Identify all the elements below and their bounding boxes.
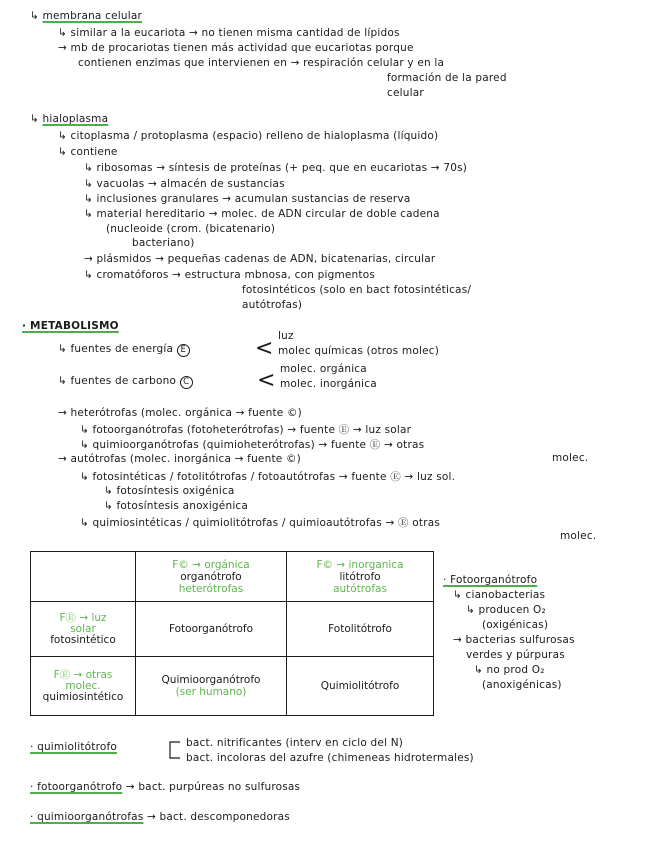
hialoplasma-heading: ↳ hialoplasma [30,113,109,125]
sidenote-line-7: (anoxigénicas) [482,679,562,691]
col2-head: F© → inorganica [316,558,404,571]
table-head-inorganic [287,552,434,602]
carbon-sources [58,375,193,389]
col1-sub: organótrofo [180,570,242,583]
hialo-line-8: bacteriano) [132,237,195,249]
carbon-opt-2: molec. inorgánica [280,378,377,390]
energy-symbol: E [177,344,190,357]
membrana-line-1: ↳ similar a la eucariota → no tienen misma cantidad de lípidos [58,27,400,39]
quimioorg-label: · quimioorganótrofas [30,811,144,823]
meta-line-8: ↳ quimiosintéticas / quimiolitótrofas / quimioautótrofas → Ⓔ otras [80,517,441,529]
hialo-line-7: (nucleoide (crom. (bicatenario) [106,223,276,235]
hialo-line-12: autótrofas) [242,299,303,311]
sidenote-line-4: → bacterias sulfurosas [453,634,575,646]
energy-opt-2: molec químicas (otros molec) [278,345,439,357]
metabolismo-heading-text: · METABOLISMO [22,320,119,332]
col1-green: heterótrofas [178,582,244,595]
energy-opt-1: luz [278,330,294,342]
sidenote-line-6: ↳ no prod O₂ [474,664,545,676]
hialo-line-4: ↳ vacuolas → almacén de sustancias [84,178,285,190]
fotoorg-row [30,781,300,793]
meta-line-7: ↳ fotosíntesis anoxigénica [104,500,249,512]
cell-quimioorganotrofo [136,657,287,716]
classification-table [30,551,434,716]
hialoplasma-heading-text: hialoplasma [42,113,109,125]
meta-line-2: ↳ fotoorganótrofas (fotoheterótrofas) → fuente Ⓔ → luz solar [80,424,412,436]
meta-line-8b: molec. [560,530,597,542]
carbon-symbol: C [180,376,193,389]
membrana-line-2: → mb de procariotas tienen más actividad que eucariotas porque [58,42,414,54]
quimioorg-value: → bact. descomponedoras [147,811,290,823]
fotoorg-value: → bact. purpúreas no sulfurosas [125,781,301,793]
table-corner [31,552,136,602]
quimiolito-label-text: · quimiolitótrofo [30,741,118,753]
fotoorg-label: · fotoorganótrofo [30,781,123,793]
sidenote-line-3: (oxigénicas) [482,619,549,631]
row2-head-a: FⒺ → otras [53,668,113,681]
sidenote-line-5: verdes y púrpuras [466,649,565,661]
quimiolito-b: bact. incoloras del azufre (chimeneas hidrotermales) [186,752,474,764]
carbon-opt-1: molec. orgánica [280,363,367,375]
row2-head-c: quimiosintético [42,690,124,703]
hialo-line-1: ↳ citoplasma / protoplasma (espacio) relleno de hialoplasma (líquido) [58,130,439,142]
sidenote-line-2: ↳ producen O₂ [466,604,546,616]
energy-brace: < [255,336,274,361]
row1-head-c: fotosintético [50,633,116,646]
meta-line-1: → heterótrofas (molec. orgánica → fuente ©) [58,407,302,419]
hialo-line-9: → plásmidos → pequeñas cadenas de ADN, bicatenarias, circular [84,253,436,265]
hialo-line-3: ↳ ribosomas → síntesis de proteínas (+ peq. que en eucariotas → 70s) [84,162,468,174]
row1-head [31,602,136,657]
col2-green: autótrofas [333,582,387,595]
cell-21-text: Quimioorganótrofo [161,674,261,686]
membrana-heading: ↳ membrana celular [30,10,142,22]
row2-head-b: molec. [65,679,101,692]
hialo-line-10: ↳ cromatóforos → estructura mbnosa, con pigmentos [84,269,375,281]
membrana-line-5: celular [387,87,424,99]
membrana-line-4: formación de la pared [387,72,507,84]
cell-fotoorganotrofo: Fotoorganótrofo [136,602,287,657]
membrana-line-3: contienen enzimas que intervienen en → respiración celular y en la [78,57,445,69]
meta-line-4: → autótrofas (molec. inorgánica → fuente ©) [58,453,301,465]
col2-sub: litótrofo [339,570,381,583]
membrana-heading-text: membrana celular [42,10,142,22]
meta-line-6: ↳ fotosíntesis oxigénica [104,485,235,497]
energy-sources [58,343,190,357]
sidenote-line-1: ↳ cianobacterias [453,589,546,601]
cell-21-green: (ser humano) [175,686,247,698]
sidenote-heading-text: · Fotoorganótrofo [443,574,538,586]
metabolismo-heading [22,320,119,332]
quimiolito-a: bact. nitrificantes (interv en ciclo del N) [186,737,404,749]
meta-line-3: ↳ quimioorganótrofas (quimioheterótrofas) → fuente Ⓔ → otras [80,439,425,451]
hialo-line-11: fotosintéticos (solo en bact fotosintéticas/ [242,284,472,296]
meta-line-3b: molec. [552,452,589,464]
carbon-label: ↳ fuentes de carbono [58,375,177,387]
cell-fotolitotrofo: Fotolitótrofo [287,602,434,657]
quimiolito-bracket [166,737,184,763]
row2-head [31,657,136,716]
col1-head: F© → orgánica [172,558,250,571]
table-head-organic [136,552,287,602]
hialo-line-2: ↳ contiene [58,146,118,158]
meta-line-5: ↳ fotosintéticas / fotolitótrofas / fotoautótrofas → fuente Ⓔ → luz sol. [80,471,456,483]
sidenote-heading [443,574,537,586]
quimiolito-label [30,741,117,753]
quimioorg-row [30,811,290,823]
energy-label: ↳ fuentes de energía [58,343,174,355]
row1-head-b: solar [70,622,96,635]
cell-quimiolitotrofo: Quimiolitótrofo [287,657,434,716]
hialo-line-5: ↳ inclusiones granulares → acumulan sustancias de reserva [84,193,411,205]
hialo-line-6: ↳ material hereditario → molec. de ADN circular de doble cadena [84,208,440,220]
carbon-brace: < [257,368,276,393]
row1-head-a: FⒺ → luz [59,611,107,624]
